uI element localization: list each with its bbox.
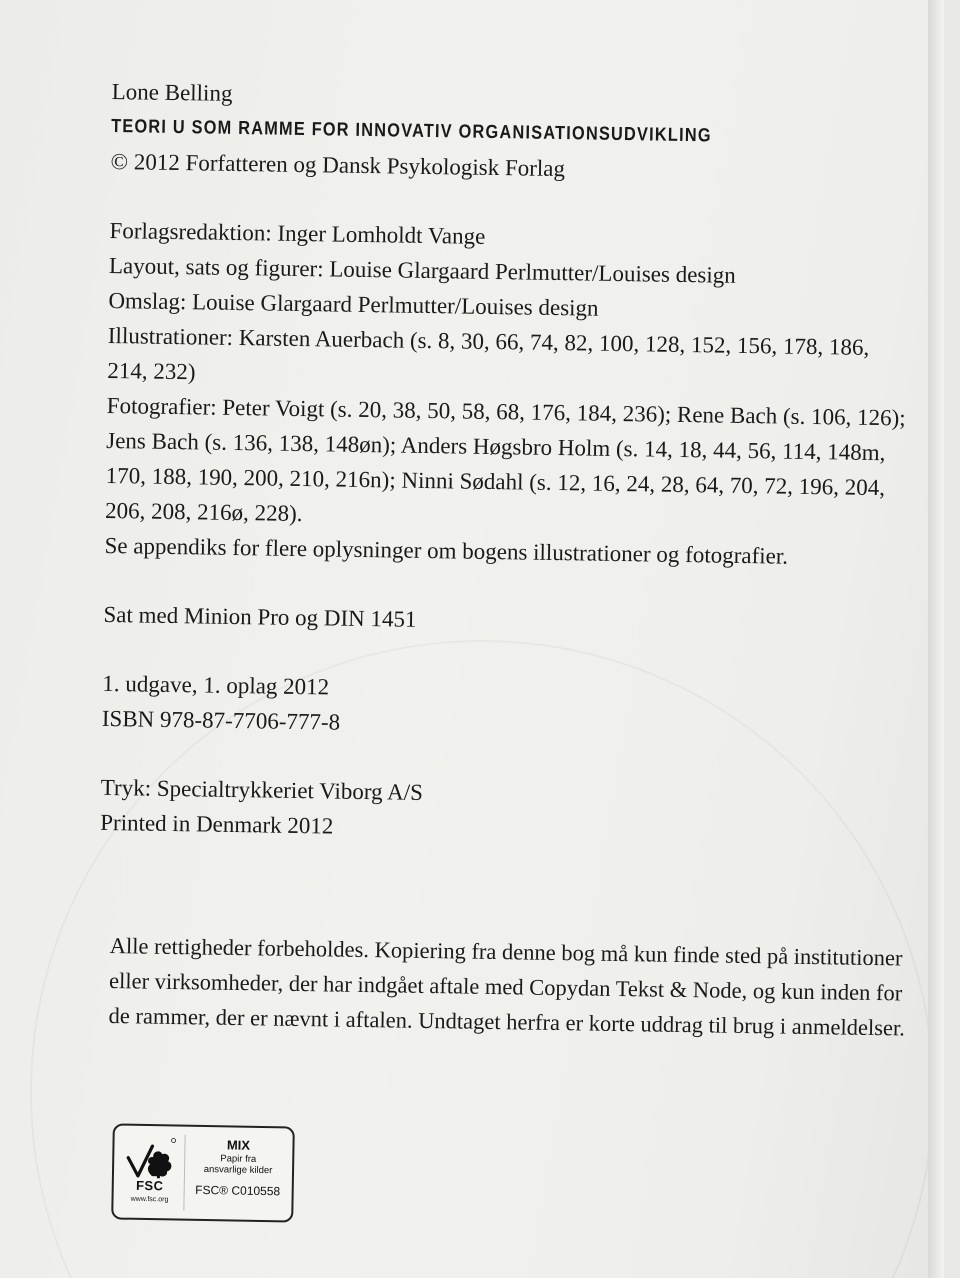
fsc-label (111, 1123, 295, 1222)
fsc-line-1: Papir fra (220, 1153, 257, 1165)
copyright-line: © 2012 Forfatteren og Dansk Psykologisk Forlag (110, 148, 566, 182)
appendix-note: Se appendiks for flere oplysninger om bogens illustrationer og fotografier. (104, 532, 789, 569)
layout-credit: Layout, sats og figurer: Louise Glargaard Perlmutter/Louises design (108, 252, 736, 288)
book-title: TEORI U SOM RAMME FOR INNOVATIV ORGANISATIONSUDVIKLING (111, 115, 712, 147)
printer-block (100, 770, 901, 853)
cover-credit: Omslag: Louise Glargaard Perlmutter/Louises design (108, 287, 599, 321)
author-name: Lone Belling (111, 78, 233, 106)
illustrations-credit: Illustrationer: Karsten Auerbach (s. 8, 30, 66, 74, 82, 100, 128, 152, 156, 178, 186, 214, 232) (107, 322, 870, 385)
editorial-credit: Forlagsredaktion: Inger Lomholdt Vange (109, 217, 486, 249)
typeset-block (103, 597, 903, 645)
rights-notice: Alle rettigheder forbeholdes. Kopiering fra denne bog må kun finde sted på institutioner eller virksomheder, der har indgået aftale med Copydan Tekst & Node, og kun inden for de rammer, der er nævnt i aftalen. Undtaget herfra er korte uddrag til brug i anmeldelser. (108, 932, 906, 1041)
fsc-info (186, 1137, 291, 1199)
edition-info: 1. udgave, 1. oplag 2012 (102, 670, 330, 700)
page-edge (928, 0, 944, 1278)
fsc-logo-text: FSC (135, 1177, 164, 1194)
edition-block (102, 666, 903, 749)
colophon (100, 74, 912, 852)
isbn: ISBN 978-87-7706-777-8 (101, 705, 341, 735)
credits-block (104, 213, 909, 576)
printer-info: Tryk: Specialtrykkeriet Viborg A/S (100, 774, 424, 805)
photos-credit: Fotografier: Peter Voigt (s. 20, 38, 50, 58, 68, 176, 184, 236); Rene Bach (s. 106, 126); Jens Bach (s. 136, 138, 148øn); Anders Høgsbro Holm (s. 14, 18, 44, 56, 114, 148m, 170, 188, 190, 200, 210, 216n); Ninni Sødahl (s. 12, 16, 24, 28, 64, 70, 72, 196, 204, 206, 208, 216ø, 228). (104, 392, 906, 527)
fsc-line-2: ansvarlige kilder (203, 1164, 273, 1177)
fsc-website: www.fsc.org (130, 1195, 169, 1204)
typeset-info: Sat med Minion Pro og DIN 1451 (103, 601, 417, 632)
fsc-code: FSC® C010558 (195, 1182, 281, 1199)
fsc-mix: MIX (226, 1137, 251, 1153)
printed-in: Printed in Denmark 2012 (100, 809, 334, 839)
